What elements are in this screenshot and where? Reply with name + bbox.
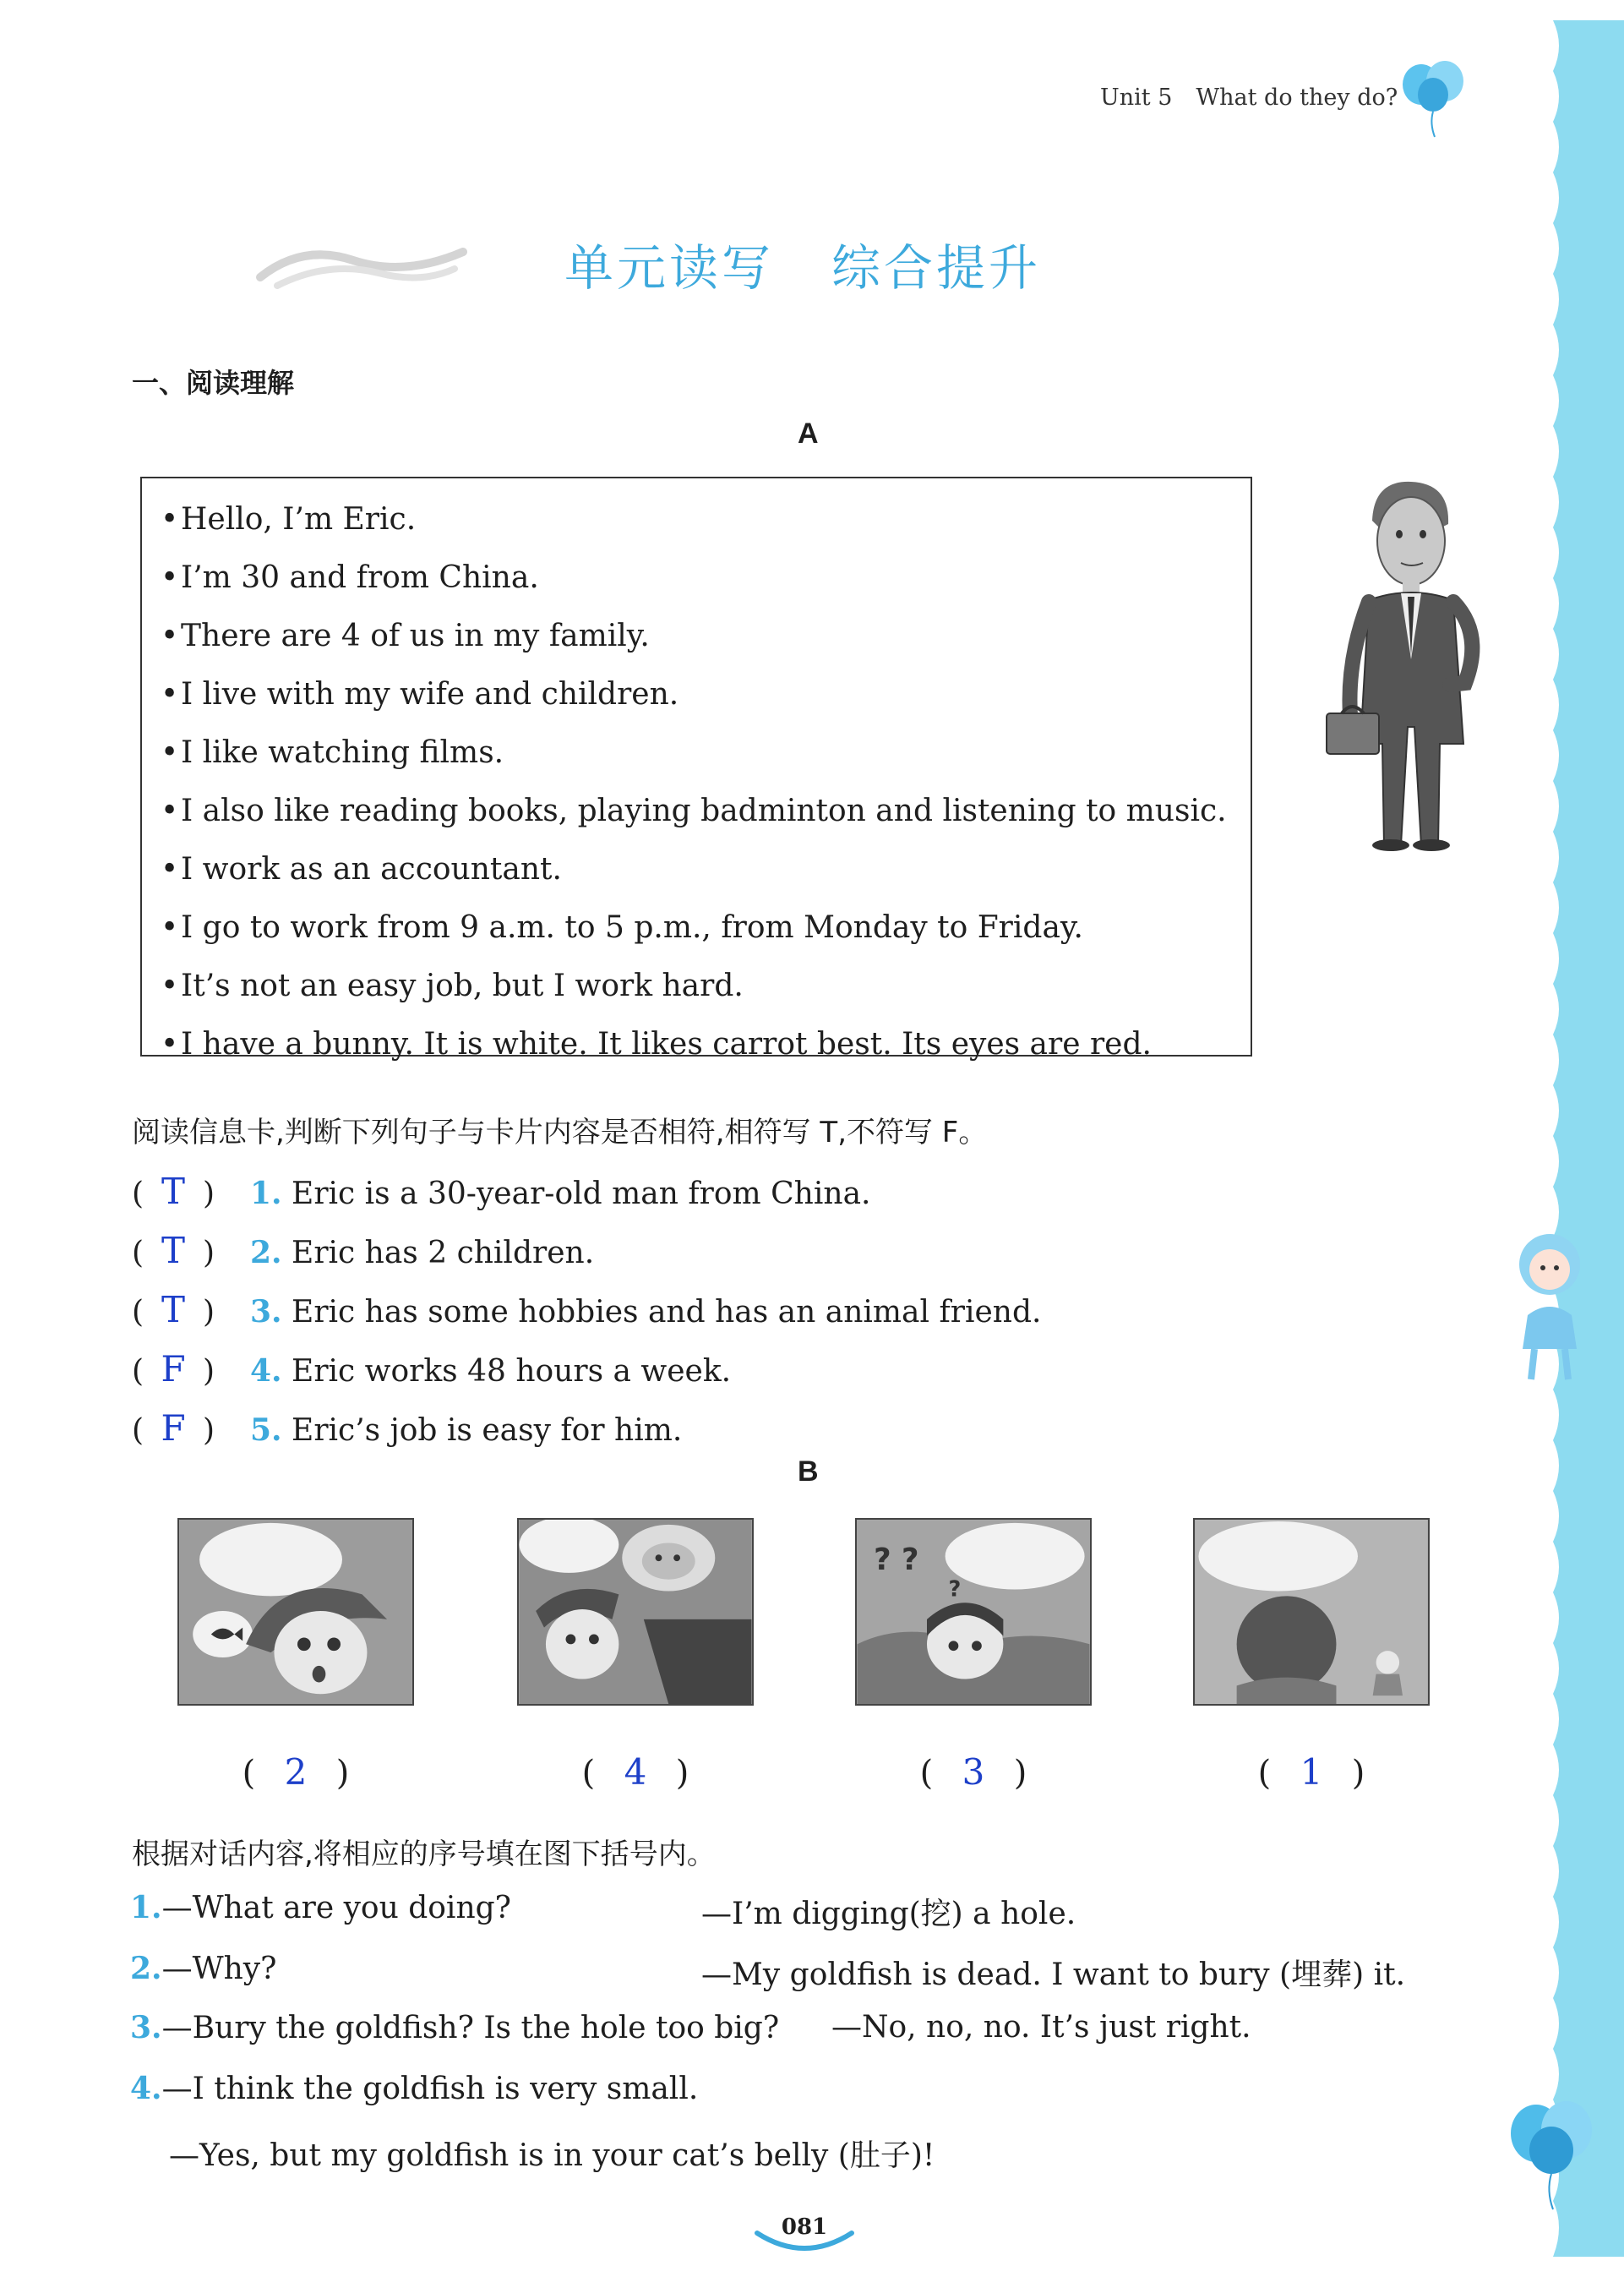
answer-parens: ( T ) (132, 1226, 250, 1279)
answer-mark: T (161, 1171, 186, 1212)
question-text: Eric has 2 children. (292, 1236, 595, 1270)
dialogue-reply: —I’m digging(挖) a hole. (701, 1897, 1076, 1931)
dialogue-reply: —No, no, no. It’s just right. (831, 2010, 1251, 2045)
answer-mark: T (161, 1289, 186, 1330)
decorative-side-band (1553, 20, 1624, 2257)
svg-text:? ?: ? ? (874, 1542, 919, 1577)
card-line: • I live with my wife and children. (181, 665, 1251, 724)
balloon-icon (1507, 2091, 1595, 2213)
running-header (1100, 85, 1421, 111)
part-b-label: B (798, 1455, 819, 1488)
answer-mark: 1 (1300, 1751, 1323, 1793)
dialogue-line (130, 2071, 698, 2106)
part-a-instruction: 阅读信息卡,判断下列句子与卡片内容是否相符,相符写 T,不符写 F。 (132, 1116, 988, 1149)
answer-mark: T (161, 1230, 186, 1271)
picture-answer-1: ( 2 ) (242, 1751, 350, 1793)
info-card (140, 477, 1252, 1062)
question-number: 1. (250, 1176, 282, 1211)
dialogue-question: —What are you doing? (161, 1891, 511, 1925)
question-text: Eric is a 30-year-old man from China. (292, 1177, 871, 1211)
question-number: 4. (250, 1353, 282, 1389)
dialogue-line (130, 1890, 511, 1925)
tf-question (132, 1285, 1041, 1335)
dialogue-number: 2. (130, 1951, 162, 1986)
header-unit: Unit 5 (1100, 85, 1173, 111)
svg-text:?: ? (948, 1576, 962, 1603)
answer-mark: F (161, 1348, 186, 1390)
dialogue-number: 3. (130, 2010, 162, 2045)
comic-panel-3 (855, 1518, 1092, 1706)
picture-answer-4: ( 1 ) (1257, 1751, 1365, 1793)
card-line: • I like watching films. (181, 724, 1251, 782)
dialogue-question: —I think the goldfish is very small. (161, 2072, 699, 2106)
card-line: • There are 4 of us in my family. (181, 607, 1251, 665)
answer-parens: ( F ) (132, 1344, 250, 1397)
comic-panel-1 (177, 1518, 414, 1706)
question-number: 5. (250, 1412, 282, 1448)
card-line: • Hello, I’m Eric. (181, 490, 1251, 549)
card-line: • It’s not an easy job, but I work hard. (181, 957, 1251, 1015)
card-line: • I work as an accountant. (181, 840, 1251, 898)
banner-part-1: 单元读写 (564, 239, 775, 297)
businessman-illustration (1323, 473, 1492, 852)
section-heading: 一、阅读理解 (132, 367, 295, 399)
answer-mark: F (161, 1407, 186, 1449)
dialogue-question: —Bury the goldfish? Is the hole too big? (161, 2011, 780, 2045)
card-line: • I also like reading books, playing badminton and listening to music. (181, 782, 1251, 840)
comic-panel-2 (517, 1518, 754, 1706)
part-a-label: A (798, 418, 819, 450)
tf-question (132, 1403, 1041, 1454)
answer-parens: ( T ) (132, 1166, 250, 1220)
comic-panel-4 (1193, 1518, 1430, 1706)
section-banner-title (564, 228, 1041, 299)
publisher-logo-watermark (252, 227, 471, 303)
card-line: • I’m 30 and from China. (181, 549, 1251, 607)
answer-mark: 3 (962, 1751, 985, 1793)
dialogue-number: 1. (130, 1890, 162, 1925)
dialogue-number: 4. (130, 2071, 162, 2106)
question-text: Eric has some hobbies and has an animal friend. (292, 1295, 1042, 1330)
question-number: 2. (250, 1235, 282, 1270)
balloon-icon (1399, 56, 1467, 140)
cartoon-girl-decoration (1509, 1222, 1590, 1388)
banner-part-2: 综合提升 (831, 239, 1042, 297)
picture-answer-2: ( 4 ) (581, 1751, 689, 1793)
question-text: Eric’s job is easy for him. (292, 1413, 683, 1448)
answer-parens: ( F ) (132, 1403, 250, 1456)
question-text: Eric works 48 hours a week. (292, 1354, 732, 1389)
card-line: • I go to work from 9 a.m. to 5 p.m., from Monday to Friday. (181, 898, 1251, 957)
dialogue-line (130, 2010, 779, 2045)
tf-question-list (132, 1166, 1041, 1454)
dialogue-reply: —Yes, but my goldfish is in your cat’s belly (肚子)! (169, 2138, 935, 2173)
page-number: 081 (781, 2214, 828, 2240)
dialogue-reply: —My goldfish is dead. I want to bury (埋葬) it. (701, 1958, 1406, 1992)
header-title: What do they do? (1196, 85, 1398, 111)
dialogue-line (130, 1951, 276, 1986)
card-line: • I have a bunny. It is white. It likes carrot best. Its eyes are red. (181, 1015, 1251, 1073)
answer-mark: 2 (284, 1751, 308, 1793)
picture-answer-3: ( 3 ) (919, 1751, 1027, 1793)
answer-parens: ( T ) (132, 1285, 250, 1338)
tf-question (132, 1166, 1041, 1217)
tf-question (132, 1226, 1041, 1276)
answer-mark: 4 (624, 1751, 647, 1793)
dialogue-question: —Why? (161, 1952, 277, 1986)
question-number: 3. (250, 1294, 282, 1330)
part-b-instruction: 根据对话内容,将相应的序号填在图下括号内。 (132, 1837, 716, 1871)
tf-question (132, 1344, 1041, 1395)
